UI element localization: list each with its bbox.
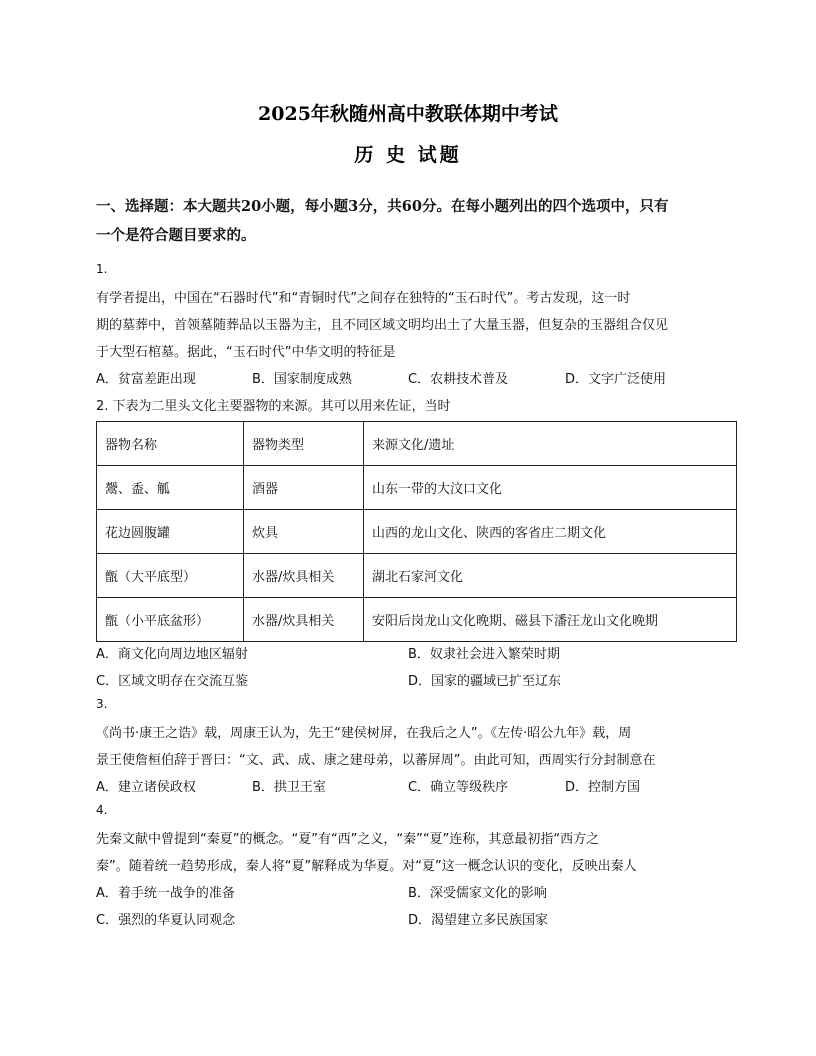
table-header-row	[97, 422, 737, 466]
q4-stem-line1: 先秦文献中曾提到“秦夏”的概念。“夏”有“西”之义，“秦”“夏”连称，其意最初指“西方之	[96, 832, 600, 847]
table-header-cell: 器物名称	[97, 422, 244, 466]
q1-option-d[interactable]: D．文字广泛使用	[565, 372, 667, 387]
exam-subtitle: 历 史 试题	[354, 144, 462, 166]
table-row	[97, 510, 737, 554]
q2-option-d[interactable]: D．国家的疆域已扩至辽东	[408, 674, 562, 689]
q3-option-c[interactable]: C．确立等级秩序	[408, 780, 509, 795]
q2-option-a[interactable]: A．商文化向周边地区辐射	[96, 647, 248, 662]
table-cell: 甑（大平底型）	[97, 554, 244, 598]
q4-number: 4.	[96, 803, 108, 817]
table-cell: 水器/炊具相关	[244, 554, 364, 598]
q2-artifact-table	[96, 421, 737, 642]
table-cell: 安阳后岗龙山文化晚期、磁县下潘汪龙山文化晚期	[364, 598, 737, 642]
q2-option-b[interactable]: B．奴隶社会进入繁荣时期	[408, 647, 560, 662]
table-row	[97, 554, 737, 598]
q1-option-b[interactable]: B．国家制度成熟	[252, 372, 352, 387]
table-cell: 甑（小平底盆形）	[97, 598, 244, 642]
exam-title: 2025年秋随州高中教联体期中考试	[258, 103, 558, 125]
q3-stem-line2: 景王使詹桓伯辞于晋曰：“文、武、成、康之建母弟，以蕃屏周”。由此可知，西周实行分封制意在	[96, 753, 656, 768]
table-cell: 炊具	[244, 510, 364, 554]
q3-option-d[interactable]: D．控制方国	[565, 780, 641, 795]
q2-option-c[interactable]: C．区域文明存在交流互鉴	[96, 674, 249, 689]
q4-option-d[interactable]: D．渴望建立多民族国家	[408, 913, 549, 928]
q3-option-a[interactable]: A．建立诸侯政权	[96, 780, 196, 795]
table-cell: 山东一带的大汶口文化	[364, 466, 737, 510]
section-instructions-line1: 一、选择题：本大题共20小题，每小题3分，共60分。在每小题列出的四个选项中，只有	[96, 198, 669, 215]
table-cell: 山西的龙山文化、陕西的客省庄二期文化	[364, 510, 737, 554]
q1-option-c[interactable]: C．农耕技术普及	[408, 372, 509, 387]
table-row	[97, 466, 737, 510]
q4-option-c[interactable]: C．强烈的华夏认同观念	[96, 913, 236, 928]
table-cell: 酒器	[244, 466, 364, 510]
q3-stem-line1: 《尚书·康王之诰》载，周康王认为，先王“建侯树屏，在我后之人”。《左传·昭公九年》载，周	[96, 726, 632, 741]
q3-option-b[interactable]: B．拱卫王室	[252, 780, 326, 795]
q4-stem-line2: 秦”。随着统一趋势形成，秦人将“夏”解释成为华夏。对“夏”这一概念认识的变化，反映出秦人	[96, 859, 637, 874]
section-instructions-line2: 一个是符合题目要求的。	[96, 227, 256, 244]
table-row	[97, 598, 737, 642]
table-cell: 湖北石家河文化	[364, 554, 737, 598]
q4-option-b[interactable]: B．深受儒家文化的影响	[408, 886, 547, 901]
q3-number: 3.	[96, 697, 108, 711]
q4-option-a[interactable]: A．着手统一战争的准备	[96, 886, 235, 901]
q2-stem: 2. 下表为二里头文化主要器物的来源。其可以用来佐证，当时	[96, 399, 451, 414]
q1-stem-line3: 于大型石棺墓。据此，“玉石时代”中华文明的特征是	[96, 345, 396, 360]
q1-option-a[interactable]: A．贫富差距出现	[96, 372, 196, 387]
table-cell: 鬶、盉、觚	[97, 466, 244, 510]
q1-stem-line2: 期的墓葬中，首领墓随葬品以玉器为主，且不同区域文明均出土了大量玉器，但复杂的玉器组合仅见	[96, 318, 669, 333]
table-cell: 水器/炊具相关	[244, 598, 364, 642]
q1-stem-line1: 有学者提出，中国在“石器时代”和“青铜时代”之间存在独特的“玉石时代”。考古发现，这一时	[96, 291, 631, 306]
table-header-cell: 器物类型	[244, 422, 364, 466]
table-header-cell: 来源文化/遗址	[364, 422, 737, 466]
q1-number: 1.	[96, 262, 108, 276]
table-cell: 花边圆腹罐	[97, 510, 244, 554]
